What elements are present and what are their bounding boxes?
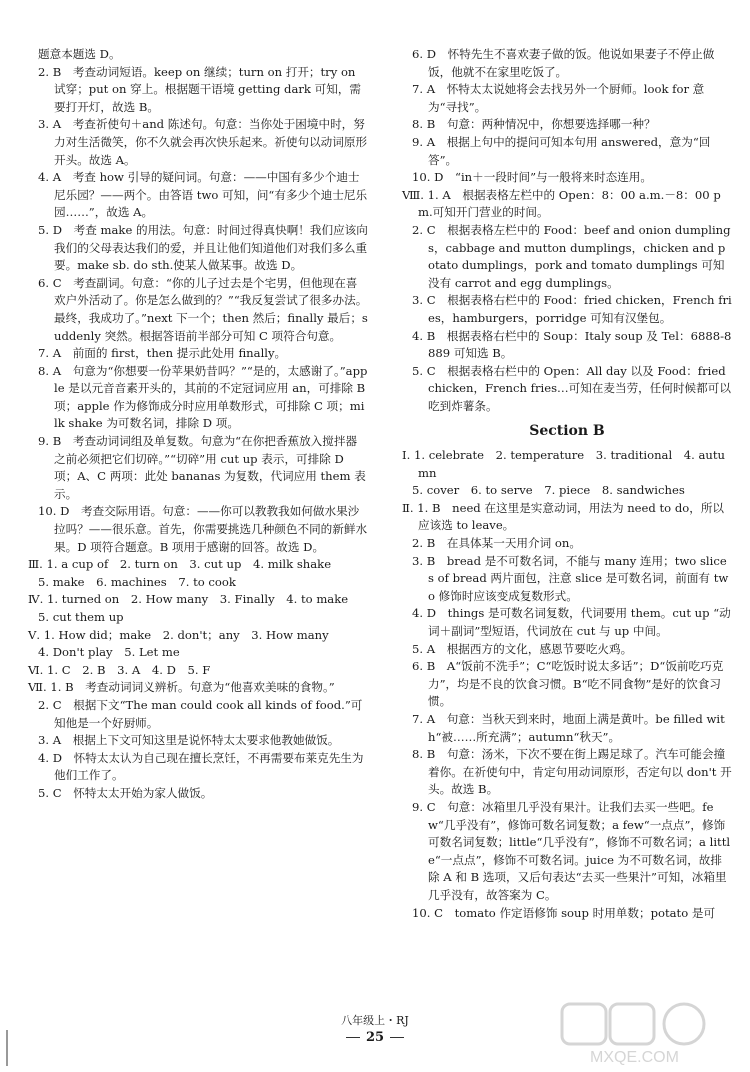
answer-item: 7. A 句意：当秋天到来时，地面上满是黄叶。be filled with“被……所充满”；autumn“秋天”。: [412, 711, 725, 744]
answer-item: Ⅵ. 1. C 2. B 3. A 4. D 5. F: [28, 662, 211, 677]
answer-item: 10. C tomato 作定语修饰 soup 时用单数；potato 是可: [412, 905, 716, 920]
answer-item: Ⅲ. 1. a cup of 2. turn on 3. cut up 4. milk shake: [28, 557, 332, 572]
answer-item: Ⅷ. 1. A 根据表格左栏中的 Open：8：00 a.m.－8：00 pm.可知开门营业的时间。: [402, 187, 721, 220]
answer-item: 7. A 前面的 first，then 提示此处用 finally。: [38, 346, 287, 361]
answer-item: 4. B 根据表格右栏中的 Soup：Italy soup 及 Tel：6888-8889 可知选 B。: [412, 328, 732, 361]
answer-item: 9. A 根据上句中的提问可知本句用 answered，意为“回答”。: [412, 134, 711, 167]
answer-item: 5. C 怀特太太开始为家人做饭。: [38, 785, 213, 800]
answer-item: Ⅱ. 1. B need 在这里是实意动词，用法为 need to do，所以应该选 to leave。: [402, 500, 725, 533]
answer-item: 8. A 句意为“你想要一份苹果奶昔吗？”“是的，太感谢了。”apple 是以元音音素开头的，其前的不定冠词应用 an，可排除 B 项；apple 作为修饰成分时应用单数形式，可排除 C 项；milk shake 为可数名词，排除 D 项。: [38, 363, 368, 431]
answer-item: 6. C 考查副词。句意：“你的儿子过去是个宅男，但他现在喜欢户外活动了。你是怎么做到的？”“我反复尝试了很多办法。最终，我成功了。”next 下一个；then 然后；finally 最后；suddenly 突然。根据答语前半部分可知 C 项符合句意。: [38, 275, 368, 343]
answer-item: Ⅴ. 1. How did；make 2. don't；any 3. How many: [28, 627, 329, 642]
answer-item: 2. C 根据表格左栏中的 Food：beef and onion dumplings，cabbage and mutton dumplings，chicken and potato dumplings，pork and tomato dumplings 可知没有 carrot and egg dumplings。: [412, 222, 731, 290]
answer-item: 8. B 句意：汤米，下次不要在街上踢足球了。汽车可能会撞着你。在祈使句中，肯定句用动词原形，否定句以 don't 开头。故选 B。: [412, 747, 732, 797]
left-column: [28, 46, 368, 803]
answer-item: Ⅶ. 1. B 考查动词词义辨析。句意为“他喜欢美味的食物。”: [28, 680, 335, 695]
answer-item: 3. B bread 是不可数名词，不能与 many 连用；two slices of bread 两片面包，注意 slice 是可数名词，前面有 two 修饰时应该变成复数形式。: [412, 553, 729, 603]
answer-item: 6. D 怀特先生不喜欢妻子做的饭。他说如果妻子不停止做饭，他就不在家里吃饭了。: [412, 47, 715, 79]
answer-item: 5. make 6. machines 7. to cook: [38, 574, 236, 589]
svg-text:MXQE.COM: MXQE.COM: [590, 1049, 679, 1066]
answer-item: 10. D “in＋一段时间”与一般将来时态连用。: [412, 170, 652, 185]
dash-right: [390, 1037, 404, 1038]
right-column: [402, 46, 732, 922]
page-footer-grade: 八年级上・RJ: [341, 1014, 409, 1027]
answer-item: 3. C 根据表格右栏中的 Food：fried chicken，French fries，hamburgers，porridge 可知有汉堡包。: [412, 293, 732, 325]
page-number: 25: [365, 1030, 385, 1045]
binding-mark: [6, 1030, 8, 1066]
answer-item: 4. D things 是可数名词复数，代词要用 them。cut up “动词＋副词”型短语，代词放在 cut 与 up 中间。: [412, 606, 731, 638]
answer-item: 8. B 句意：两种情况中，你想要选择哪一种？: [412, 117, 656, 132]
answer-item: 10. D 考查交际用语。句意：——你可以教教我如何做水果沙拉吗？——很乐意。首先，你需要挑选几种颜色不同的新鲜水果。D 项符合题意。B 项用于感谢的回答。故选 D。: [38, 504, 368, 554]
answer-item: 5. cut them up: [38, 610, 124, 624]
answer-item: 6. B A“饭前不洗手”；C“吃饭时说太多话”；D“饭前吃巧克力”，均是不良的饮食习惯。B“吃不同食物”是好的饮食习惯。: [412, 659, 724, 709]
section-heading: Section B: [529, 423, 605, 440]
answer-item: 9. B 考查动词词组及单复数。句意为“在你把香蕉放入搅拌器之前必须把它们切碎。”“切碎”用 cut up 表示，可排除 D 项；A、C 两项：此处 bananas 为复数，代词应用 them 表示。: [38, 434, 366, 501]
answer-item: 5. A 根据西方的文化，感恩节要吃火鸡。: [412, 641, 633, 656]
right-column-part-b: [402, 447, 732, 922]
answer-item: 4. D 怀特太太认为自己现在擅长烹饪，不再需要布莱克先生为他们工作了。: [38, 750, 364, 783]
right-column-part-a: [402, 46, 732, 415]
answer-item: 4. Don't play 5. Let me: [38, 645, 180, 660]
answer-item: 题意本题选 D。: [38, 47, 121, 61]
answer-item: 4. A 考查 how 引导的疑问词。句意：——中国有多少个迪士尼乐园？——两个。由答语 two 可知，问“有多少个迪士尼乐园……”，故选 A。: [38, 170, 368, 220]
answer-item: Ⅰ. 1. celebrate 2. temperature 3. traditional 4. autumn: [402, 448, 726, 480]
answer-item: Ⅳ. 1. turned on 2. How many 3. Finally 4. to make: [28, 592, 349, 607]
answer-item: 2. B 考查动词短语。keep on 继续；turn on 打开；try on 试穿；put on 穿上。根据题干语境 getting dark 可知，需要打开灯，故选 B。: [38, 64, 362, 114]
answer-item: 5. D 考查 make 的用法。句意：时间过得真快啊！我们应该向我们的父母表达我们的爱，并且让他们知道他们对我们多么重要。make sb. do sth.使某人做某事。故选 D。: [38, 222, 368, 273]
answer-item: 3. A 考查祈使句＋and 陈述句。句意：当你处于困境中时，努力对生活微笑，你不久就会再次快乐起来。祈使句以动词原形开头。故选 A。: [38, 117, 368, 167]
dash-left: [346, 1037, 360, 1038]
answer-item: 5. C 根据表格右栏中的 Open：All day 以及 Food：fried chicken，French fries…可知在麦当劳，任何时候都可以吃到炸薯条。: [412, 363, 731, 413]
answer-item: 2. C 根据下文“The man could cook all kinds of food.”可知他是一个好厨师。: [38, 697, 363, 730]
watermark-logo-icon: [560, 1000, 740, 1066]
answer-item: 3. A 根据上下文可知这里是说怀特太太要求他教她做饭。: [38, 733, 340, 748]
answer-item: 9. C 句意：冰箱里几乎没有果汁。让我们去买一些吧。few“几乎没有”，修饰可数名词复数；a few“一点点”，修饰可数名词复数；little“几乎没有”，修饰不可数名词；a little“一点点”，修饰不可数名词。juice 为不可数名词，故排除 A 和 B 选项，又后句表达“去买一些果汁”可知，冰箱里几乎没有，故答案为 C。: [412, 799, 731, 902]
answer-item: 2. B 在具体某一天用介词 on。: [412, 536, 581, 551]
answer-item: 5. cover 6. to serve 7. piece 8. sandwiches: [412, 483, 685, 498]
answer-item: 7. A 怀特太太说她将会去找另外一个厨师。look for 意为“寻找”。: [412, 82, 705, 114]
